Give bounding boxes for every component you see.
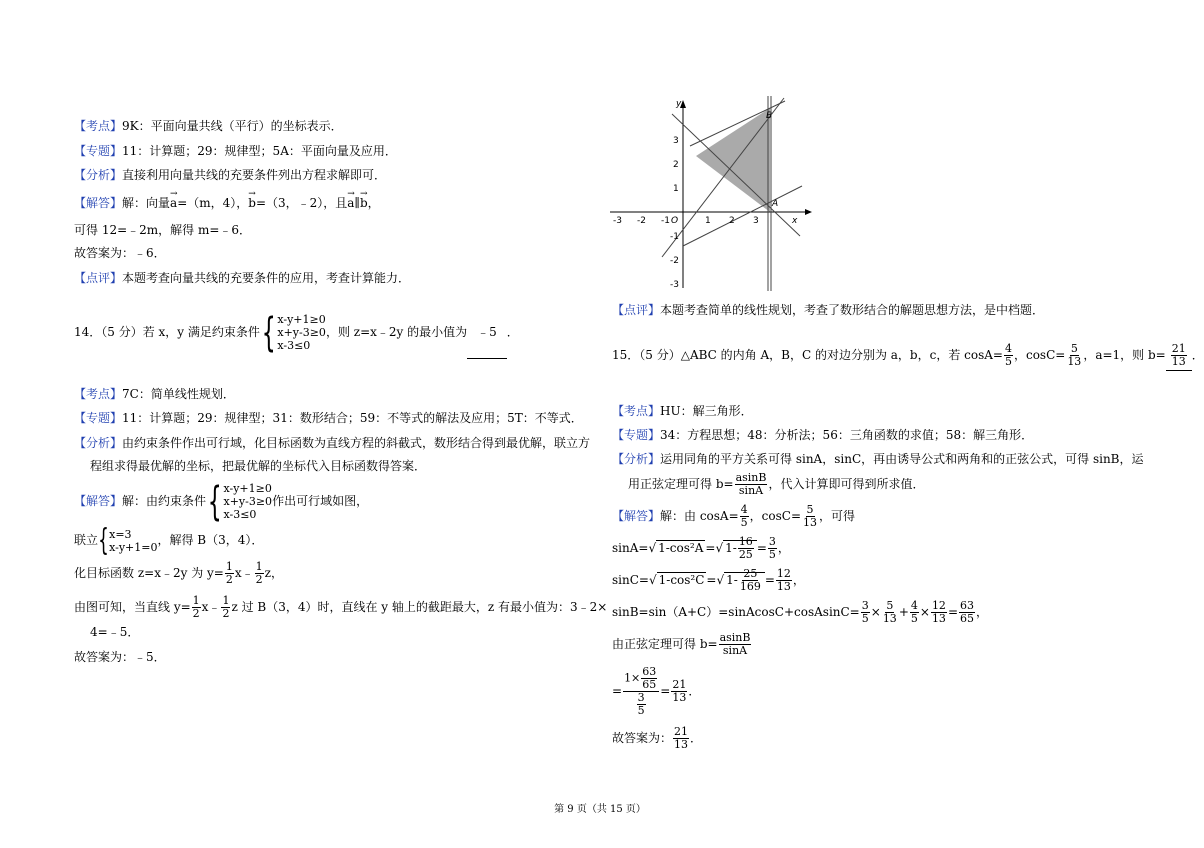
answer-blank: ﹣5 — [467, 306, 507, 359]
q14-kaodian: 【考点】7C：简单线性规划． — [74, 387, 235, 401]
point-b-label: B — [766, 111, 773, 121]
q15-stem: 15．（5 分）△ABC 的内角 A，B，C 的对边分别为 a，b，c，若 cosA= $\frac{4}{5}$ ，cosC= $\frac{5}{13}$ ，a=1，则 b= $\frac{21}{13}$ ． — [612, 340, 1204, 371]
x-axis-label: x — [792, 216, 798, 226]
q15-sinB: sinB=sin（A+C）=sinAcosC+cosAsinC= $\frac{3}{5}$ × $\frac{5}{13}$ + $\frac{4}{5}$ × $\frac{12}{13}$ = $\frac{63}{65}$ ， — [612, 599, 989, 625]
page-footer: 第 9 页（共 15 页） — [554, 804, 646, 815]
x-tick-3: 3 — [753, 216, 759, 226]
y-tick-2: 2 — [673, 160, 679, 170]
q14-hua: 化目标函数 z=x﹣2y 为 y= $\frac{1}{2}$ x﹣ $\frac{1}{2}$ z， — [74, 560, 283, 586]
q15-calc: = 1× $\frac{63}{65}$ $\frac{3}{5}$ = $\frac{21}{13}$ ． — [612, 665, 701, 717]
q14-dianping: 【点评】本题考查简单的线性规划，考查了数形结合的解题思想方法，是中档题． — [612, 303, 1045, 317]
q13-fenxi: 【分析】直接利用向量共线的充要条件列出方程求解即可． — [74, 168, 387, 182]
q13-jieda: 【解答】解：向量→ a=（m，4），→ b=（3，﹣2），且→ a∥→ b， — [74, 195, 380, 211]
q15-answer: 故答案为： $\frac{21}{13}$ ． — [612, 725, 703, 751]
x-axis-arrow — [805, 209, 812, 215]
objective-line — [683, 186, 802, 246]
x-tick-1: 1 — [705, 216, 711, 226]
q14-answer: 故答案为：﹣5． — [74, 650, 166, 664]
q15-sinA: sinA=√ 1-cos²A =√ 1- $\frac{16}{25}$ = $\frac{3}{5}$ ， — [612, 535, 790, 561]
q14-fenxi-2: 程组求得最优解的坐标，把最优解的坐标代入目标函数得答案． — [90, 459, 427, 473]
q14-lianli: 联立 { x=3 x-y+1=0 ，解得 B（3，4）． — [74, 522, 264, 558]
q15-zhengxian: 由正弦定理可得 b= $\frac{asinB}{\sin A}$ — [612, 631, 751, 657]
q14-fenxi: 【分析】由约束条件作出可行域，化目标函数为直线方程的斜截式，数形结合得到最优解，联立方 — [74, 436, 591, 450]
y-tick-neg3: -3 — [670, 280, 679, 290]
q14-tu-2: 4=﹣5． — [90, 625, 140, 639]
q14-stem: 14．（5 分）若 x，y 满足约束条件 { x-y+1≥0 x+y-3≥0 x-3≤0 ，则 z=x﹣2y 的最小值为 ﹣5 ． — [74, 306, 519, 359]
q14-jieda: 【解答】解：由约束条件 { x-y+1≥0 x+y-3≥0 x-3≤0 作出可行域如图， — [74, 478, 369, 525]
q13-dianping: 【点评】本题考查向量共线的充要条件的应用，考查计算能力． — [74, 271, 411, 285]
q13-kaodian: 【考点】9K：平面向量共线（平行）的坐标表示． — [74, 119, 343, 133]
y-tick-neg2: -2 — [670, 256, 679, 266]
y-tick-1: 1 — [673, 184, 679, 194]
feasible-region-graph — [610, 96, 815, 291]
q14-tu: 由图可知，当直线 y= $\frac{1}{2}$ x﹣ $\frac{1}{2}$ z 过 B（3，4）时，直线在 y 轴上的截距最大，z 有最小值为：3﹣2× — [74, 594, 608, 620]
y-axis-label: y — [676, 99, 682, 109]
y-tick-3: 3 — [673, 136, 679, 146]
q15-sinC: sinC=√ 1-cos²C =√ 1- $\frac{25}{169}$ = $\frac{12}{13}$ ， — [612, 567, 805, 593]
q13-answer: 故答案为：﹣6． — [74, 246, 166, 260]
x-tick-2: 2 — [729, 216, 735, 226]
q15-zhuanti: 【专题】34：方程思想；48：分析法；56：三角函数的求值；58：解三角形． — [612, 428, 1034, 442]
x-tick-neg2: -2 — [637, 216, 646, 226]
point-a-label: A — [772, 199, 779, 209]
answer-blank: $\frac{21}{13}$ — [1166, 340, 1192, 371]
x-tick-neg3: -3 — [613, 216, 622, 226]
constraint-system: { x-y+1≥0 x+y-3≥0 x-3≤0 — [261, 309, 326, 356]
q15-fenxi-2: 用正弦定理可得 b= $\frac{asinB}{\sin A}$ ，代入计算即可得到所求值． — [628, 471, 925, 497]
q15-kaodian: 【考点】HU：解三角形． — [612, 404, 753, 418]
q15-jieda: 【解答】解：由 cosA= $\frac{4}{5}$ ，cosC= $\frac{5}{13}$ ，可得 — [612, 503, 856, 529]
origin-label: O — [671, 216, 679, 226]
q14-zhuanti: 【专题】11：计算题；29：规律型；31：数形结合；59：不等式的解法及应用；5T：不等式． — [74, 411, 583, 425]
q13-line2: 可得 12=﹣2m，解得 m=﹣6． — [74, 223, 252, 237]
y-tick-neg1: -1 — [670, 232, 679, 242]
q15-fenxi: 【分析】运用同角的平方关系可得 sinA，sinC，再由诱导公式和两角和的正弦公式，可得 sinB，运 — [612, 452, 1144, 466]
x-tick-neg1: -1 — [661, 216, 670, 226]
q13-zhuanti: 【专题】11：计算题；29：规律型；5A：平面向量及应用． — [74, 144, 397, 158]
